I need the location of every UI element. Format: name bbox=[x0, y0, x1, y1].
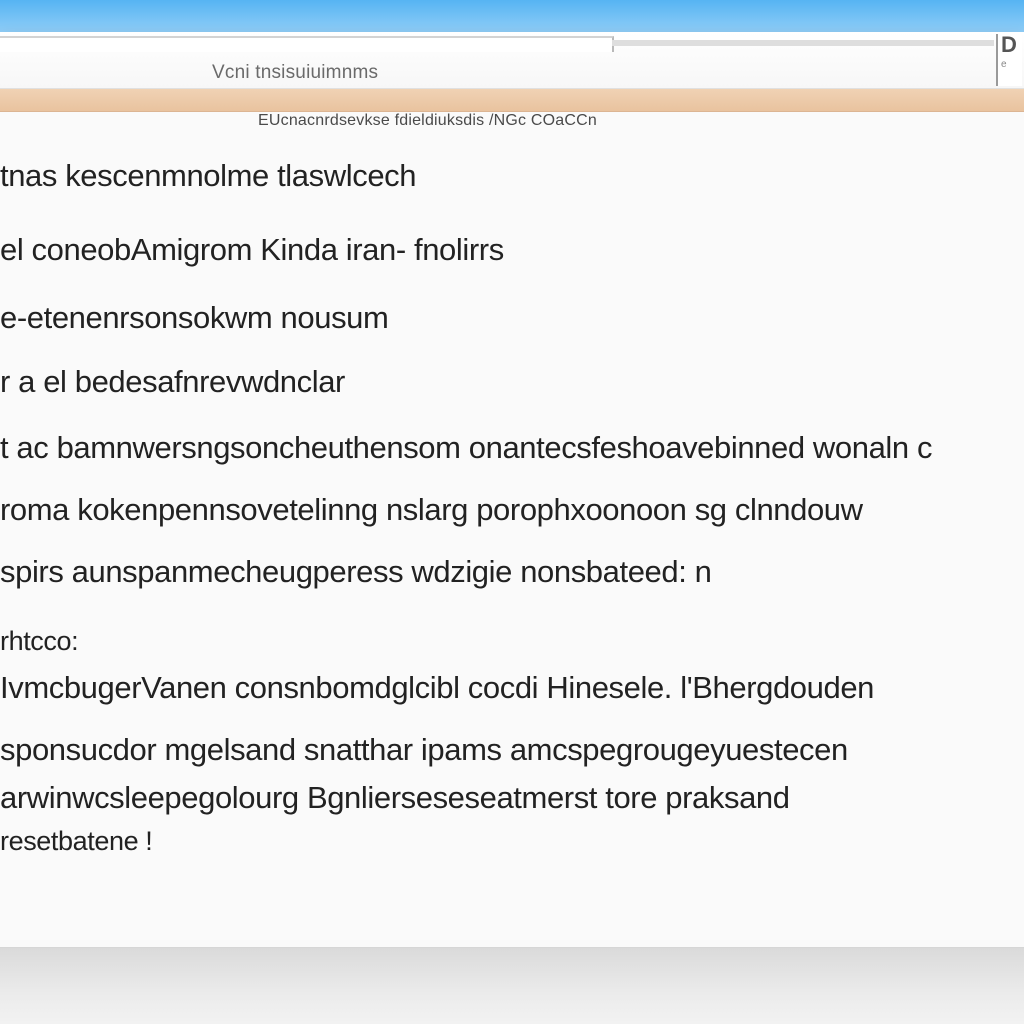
corner-control-button[interactable] bbox=[996, 34, 1022, 86]
window-tab[interactable] bbox=[0, 36, 614, 52]
window-shadow-area bbox=[0, 948, 1024, 1024]
corner-control-label: D bbox=[1001, 32, 1017, 57]
body-line: t ac bamnwersngsoncheuthensom onantecsfeshoavebinned wonaln c bbox=[0, 430, 933, 465]
body-line: arwinwcsleepegolourg Bgnlierseseseatmerst tore praksand bbox=[0, 780, 790, 815]
accent-bar bbox=[0, 89, 1024, 112]
body-line: r a el bedesafnrevwdnclar bbox=[0, 364, 345, 399]
body-line: roma kokenpennsovetelinng nslarg porophxoonoon sg clnndouw bbox=[0, 492, 863, 527]
window-titlebar[interactable] bbox=[0, 32, 1024, 89]
corner-control-sublabel: e bbox=[1001, 59, 1007, 70]
top-strip bbox=[0, 0, 1024, 32]
titlebar-track bbox=[612, 40, 994, 46]
body-line: rhtcco: bbox=[0, 626, 79, 656]
body-line: sponsucdor mgelsand snatthar ipams amcspegrougeyuestecen bbox=[0, 732, 848, 767]
breadcrumb: EUcnacnrdsevkse fdieldiuksdis /NGc COaCCn bbox=[258, 112, 597, 129]
body-line: e-etenenrsonsokwm nousum bbox=[0, 300, 389, 335]
body-line: resetbatene ! bbox=[0, 826, 153, 856]
body-line: el coneobAmigrom Kinda iran- fnolirrs bbox=[0, 232, 504, 267]
window-title: Vcni tnsisuiuimnms bbox=[212, 62, 379, 83]
body-line: spirs aunspanmecheugperess wdzigie nonsbateed: n bbox=[0, 554, 712, 589]
body-line: tnas kescenmnolme tlaswlcech bbox=[0, 158, 417, 193]
body-line: IvmcbugerVanen consnbomdglcibl cocdi Hinesele. l'Bhergdouden bbox=[0, 670, 875, 705]
